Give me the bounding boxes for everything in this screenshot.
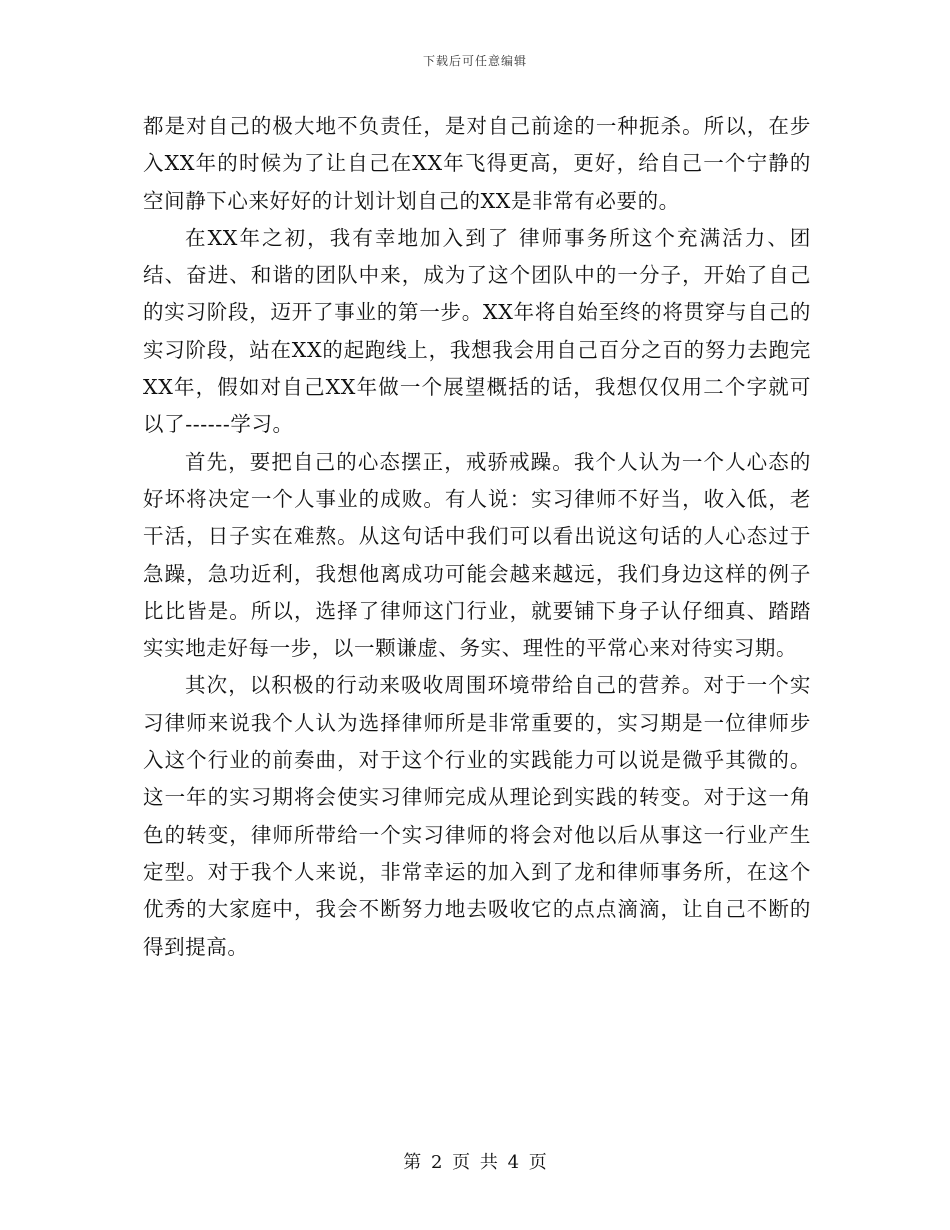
paragraph-continuation: 都是对自己的极大地不负责任，是对自己前途的一种扼杀。所以，在步入XX年的时候为了让自己在XX年飞得更高，更好，给自己一个宁静的空间静下心来好好的计划计划自己的XX是非常有必要的。 bbox=[143, 114, 811, 213]
paragraph: 其次，以积极的行动来吸收周围环境带给自己的营养。对于一个实习律师来说我个人认为选择律师所是非常重要的，实习期是一位律师步入这个行业的前奏曲，对于这个行业的实践能力可以说是微乎其微的。这一年的实习期将会使实习律师完成从理论到实践的转变。对于这一角色的转变，律师所带给一个实习律师的将会对他以后从事这一行业产生定型。对于我个人来说，非常幸运的加入到了龙和律师事务所，在这个优秀的大家庭中，我会不断努力地去吸收它的点点滴滴，让自己不断的得到提高。 bbox=[143, 673, 811, 959]
paragraph: 在XX年之初，我有幸地加入到了 律师事务所这个充满活力、团结、奋进、和谐的团队中来，成为了这个团队中的一分子，开始了自己的实习阶段，迈开了事业的第一步。XX年将自始至终的将贯穿与自己的实习阶段，站在XX的起跑线上，我想我会用自己百分之百的努力去跑完XX年，假如对自己XX年做一个展望概括的话，我想仅仅用二个字就可以了------学习。 bbox=[143, 225, 811, 437]
paragraph: 首先，要把自己的心态摆正，戒骄戒躁。我个人认为一个人心态的好坏将决定一个人事业的成败。有人说：实习律师不好当，收入低，老干活，日子实在难熬。从这句话中我们可以看出说这句话的人心态过于急躁，急功近利，我想他离成功可能会越来越远，我们身边这样的例子比比皆是。所以，选择了律师这门行业，就要铺下身子认仔细真、踏踏实实地走好每一步，以一颗谦虚、务实、理性的平常心来对待实习期。 bbox=[143, 449, 811, 661]
page-footer: 第 2 页 共 4 页 bbox=[403, 1152, 547, 1173]
document-body bbox=[143, 108, 811, 966]
page-header: 下载后可任意编辑 bbox=[422, 54, 527, 68]
